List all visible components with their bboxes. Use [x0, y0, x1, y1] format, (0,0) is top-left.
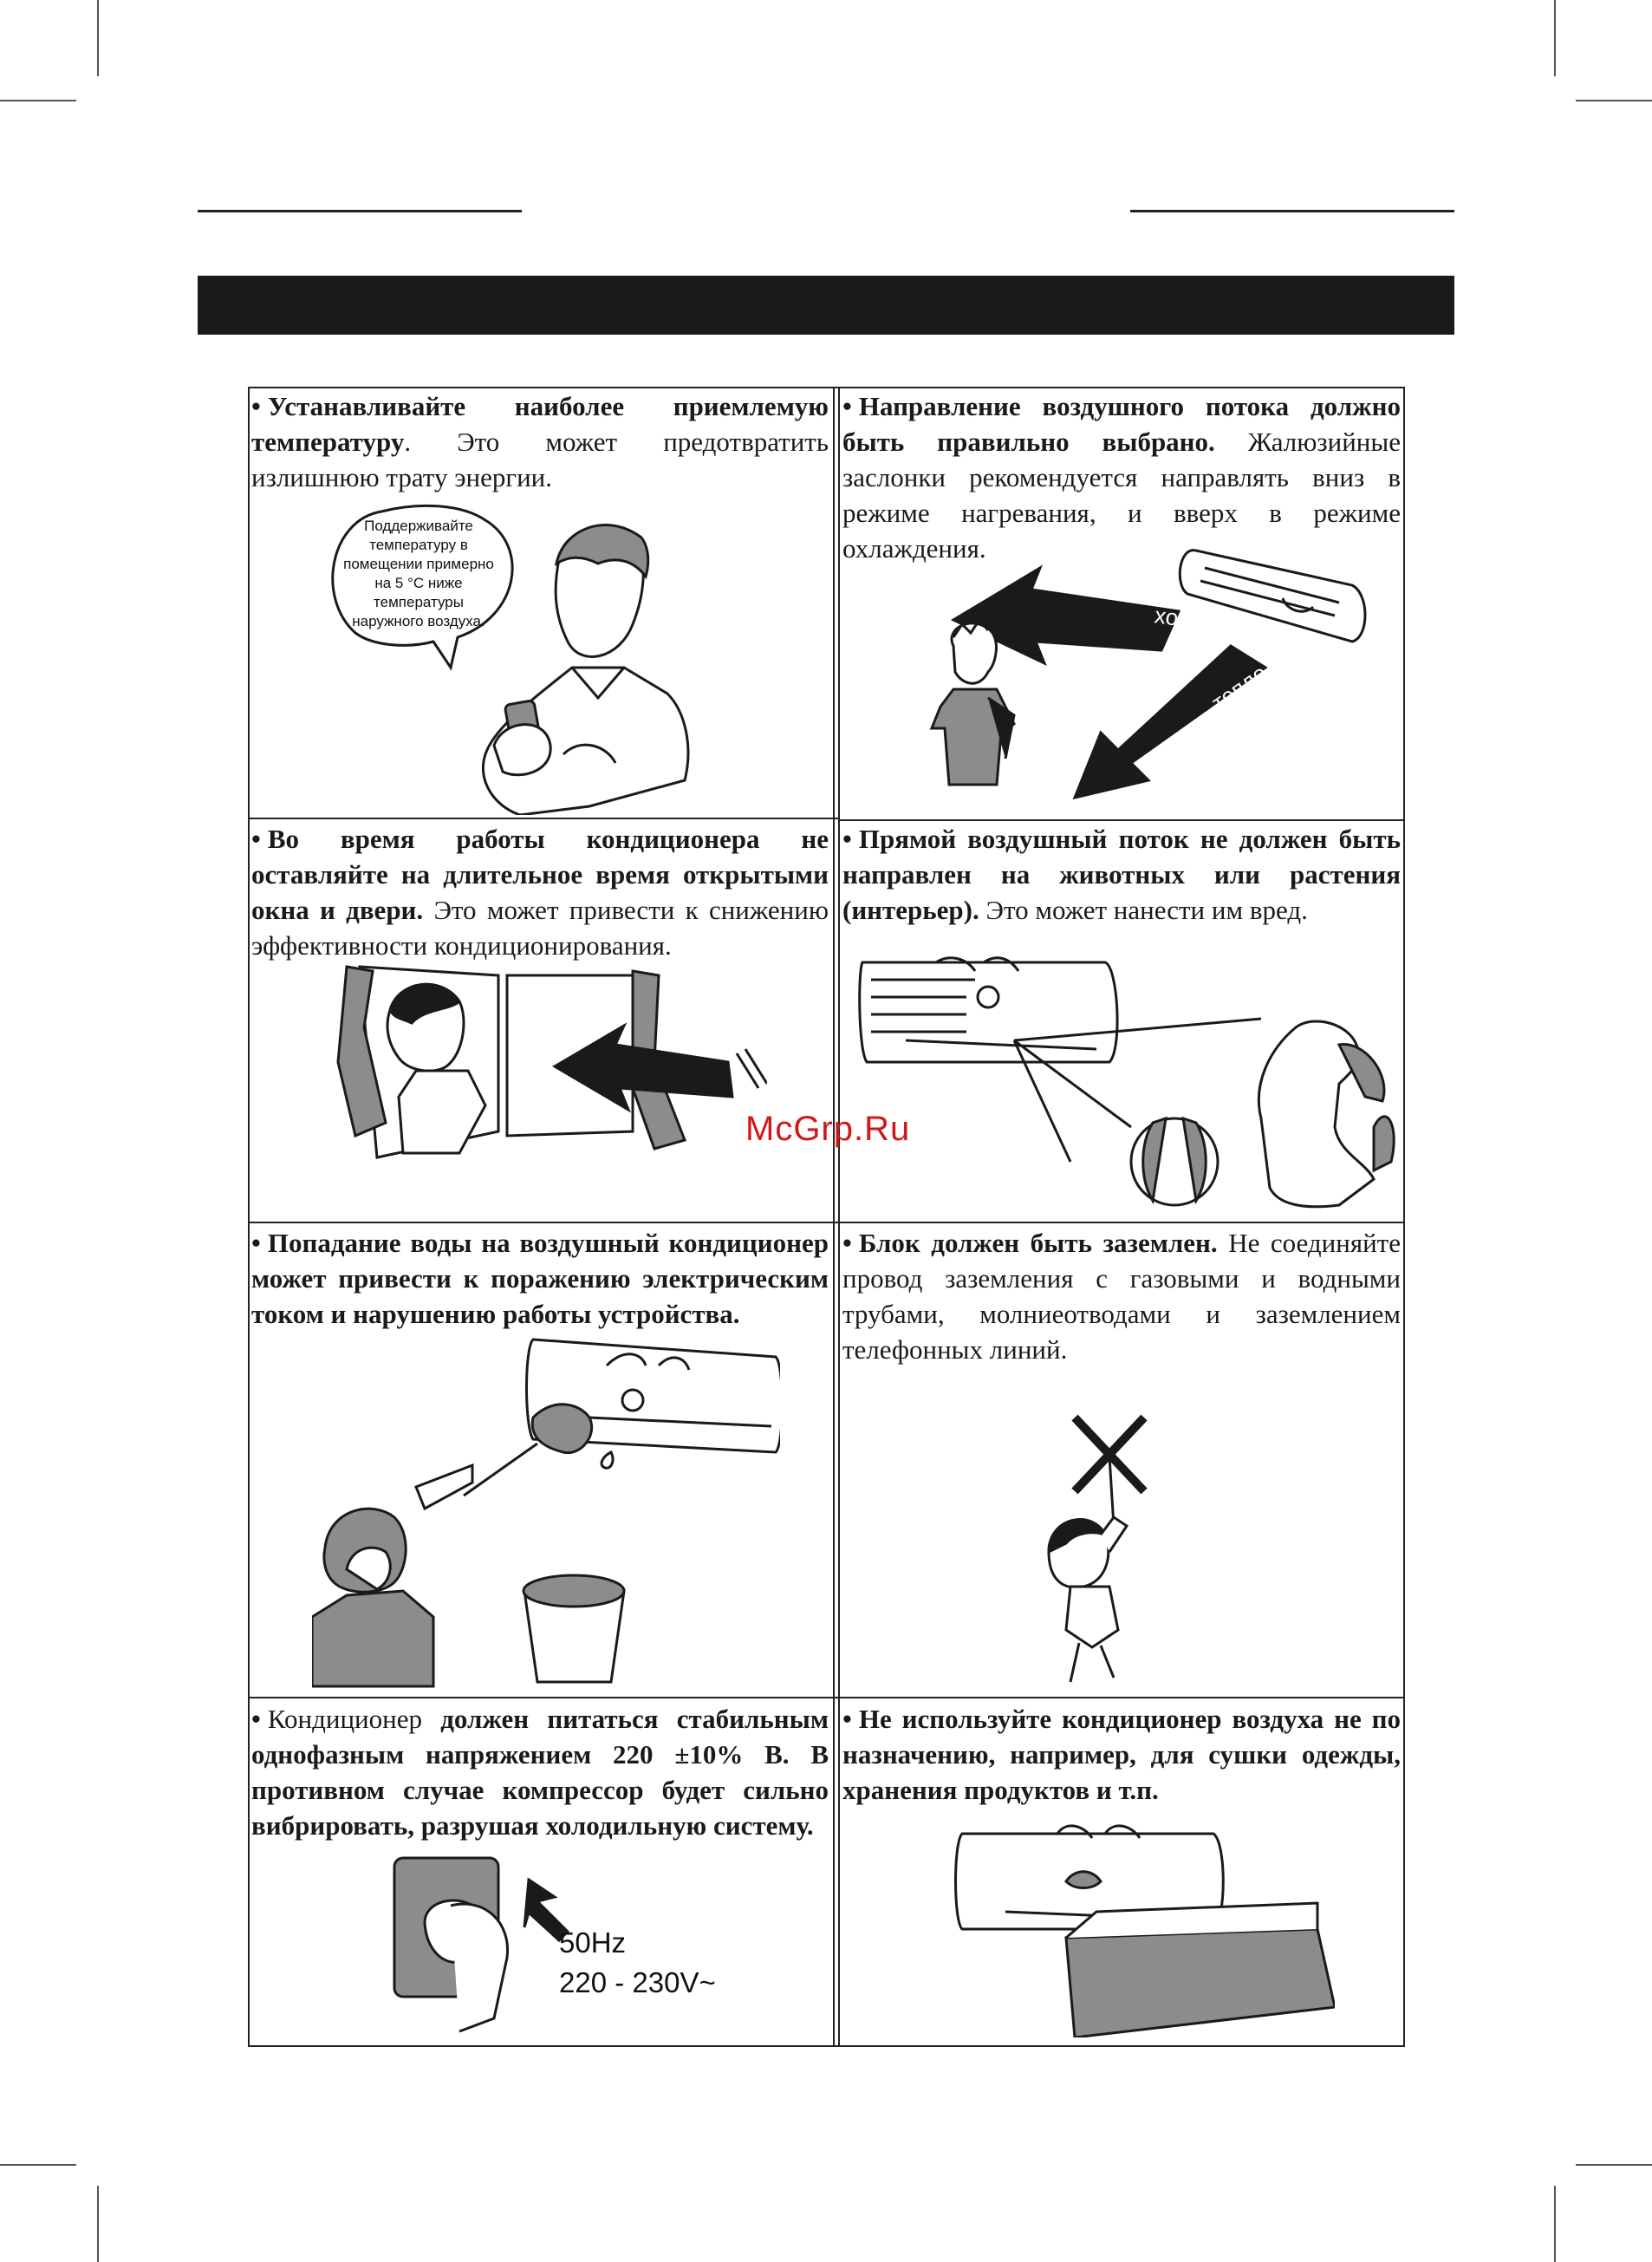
tip-closed-windows: [251, 821, 829, 963]
airflow-arrows-illustration: [901, 533, 1374, 811]
row-divider: [248, 818, 838, 819]
tip-bold: должен питаться стабильным однофазным напряжением 220 ±10% В. В противном случае компрессор будет сильно вибрировать, разрушая холодильную систему.: [251, 1704, 829, 1841]
tip-body: Это может привести к снижению эффективности кондиционирования.: [251, 895, 829, 961]
grid-divider: [838, 387, 840, 2047]
label-warm: тепло: [1206, 659, 1272, 716]
tip-bold: Направление воздушного потока должно быть правильно выбрано.: [842, 391, 1401, 457]
voltage-label: 220 - 230V~: [559, 1966, 716, 1998]
tip-body: Это может нанести им вред.: [979, 895, 1308, 925]
crop-mark: [0, 2164, 76, 2166]
crop-mark: [97, 0, 99, 76]
crop-mark: [1554, 0, 1556, 76]
ac-over-box-illustration: [953, 1808, 1335, 2037]
bubble-text: Поддерживайте температуру в помещении примерно на 5 °С ниже температуры наружного воздуха.: [343, 518, 494, 629]
open-window-illustration: [312, 958, 767, 1166]
label-cold: холод: [1153, 602, 1218, 636]
bullet: •: [251, 1228, 261, 1258]
crop-mark: [1576, 2164, 1652, 2166]
row-divider: [248, 1222, 838, 1223]
tip-body: . Это может предотвратить излишнюю трату энергии.: [251, 427, 829, 492]
bullet: •: [842, 1228, 852, 1258]
crop-mark: [97, 2186, 99, 2262]
watermark: McGrp.Ru: [745, 1110, 911, 1148]
tip-temperature: [251, 388, 829, 495]
tip-proper-use: [842, 1701, 1401, 1808]
bullet: •: [251, 824, 261, 854]
tip-bold: Блок должен быть заземлен.: [858, 1228, 1218, 1258]
bullet: •: [842, 391, 852, 421]
tip-body: Не соединяйте провод заземления с газовыми и водными трубами, молниеотводами и заземлением телефонных линий.: [842, 1228, 1401, 1365]
grid-divider: [833, 387, 835, 2047]
frequency-label: 50Hz: [559, 1926, 627, 1959]
crop-mark: [1576, 100, 1652, 101]
tip-bold: Во время работы кондиционера не оставляйте на длительное время открытыми окна и двери.: [251, 824, 829, 925]
spraying-water-on-ac-illustration: [312, 1331, 780, 1691]
row-divider: [838, 1222, 1405, 1223]
ac-blowing-on-dog-illustration: [854, 945, 1400, 1218]
power-spec: [559, 1923, 716, 2003]
tip-no-water: [251, 1225, 829, 1332]
header-rule-left: [198, 210, 522, 212]
tip-bold: Устанавливайте наиболее приемлемую температуру: [251, 391, 829, 457]
tip-lead: Кондиционер: [267, 1704, 441, 1734]
bullet: •: [251, 1704, 261, 1734]
bullet: •: [842, 824, 852, 854]
section-title-bar: [198, 276, 1454, 335]
row-divider: [838, 1697, 1405, 1698]
tip-bold: Прямой воздушный поток не должен быть направлен на животных или растения (интерьер).: [842, 824, 1401, 925]
tip-bold: Попадание воды на воздушный кондиционер может привести к поражению электрическим током и нарушению работы устройства.: [251, 1228, 829, 1329]
crop-mark: [0, 100, 76, 101]
tip-body: Жалюзийные заслонки рекомендуется направлять вниз в режиме нагревания, и вверх в режиме охлаждения.: [842, 427, 1401, 564]
header-rule-right: [1130, 210, 1454, 212]
bullet: •: [251, 391, 261, 421]
tip-bold: Не используйте кондиционер воздуха не по назначению, например, для сушки одежды, хранения продуктов и т.п.: [842, 1704, 1401, 1805]
crop-mark: [1554, 2186, 1556, 2262]
tip-no-direct-airflow: [842, 821, 1401, 928]
tip-stable-voltage: [251, 1701, 829, 1843]
bullet: •: [842, 1704, 852, 1734]
tip-grounding: [842, 1225, 1401, 1367]
child-on-pipe-illustration: [1031, 1413, 1196, 1691]
row-divider: [248, 1697, 838, 1698]
power-plug-illustration: [390, 1845, 572, 2036]
